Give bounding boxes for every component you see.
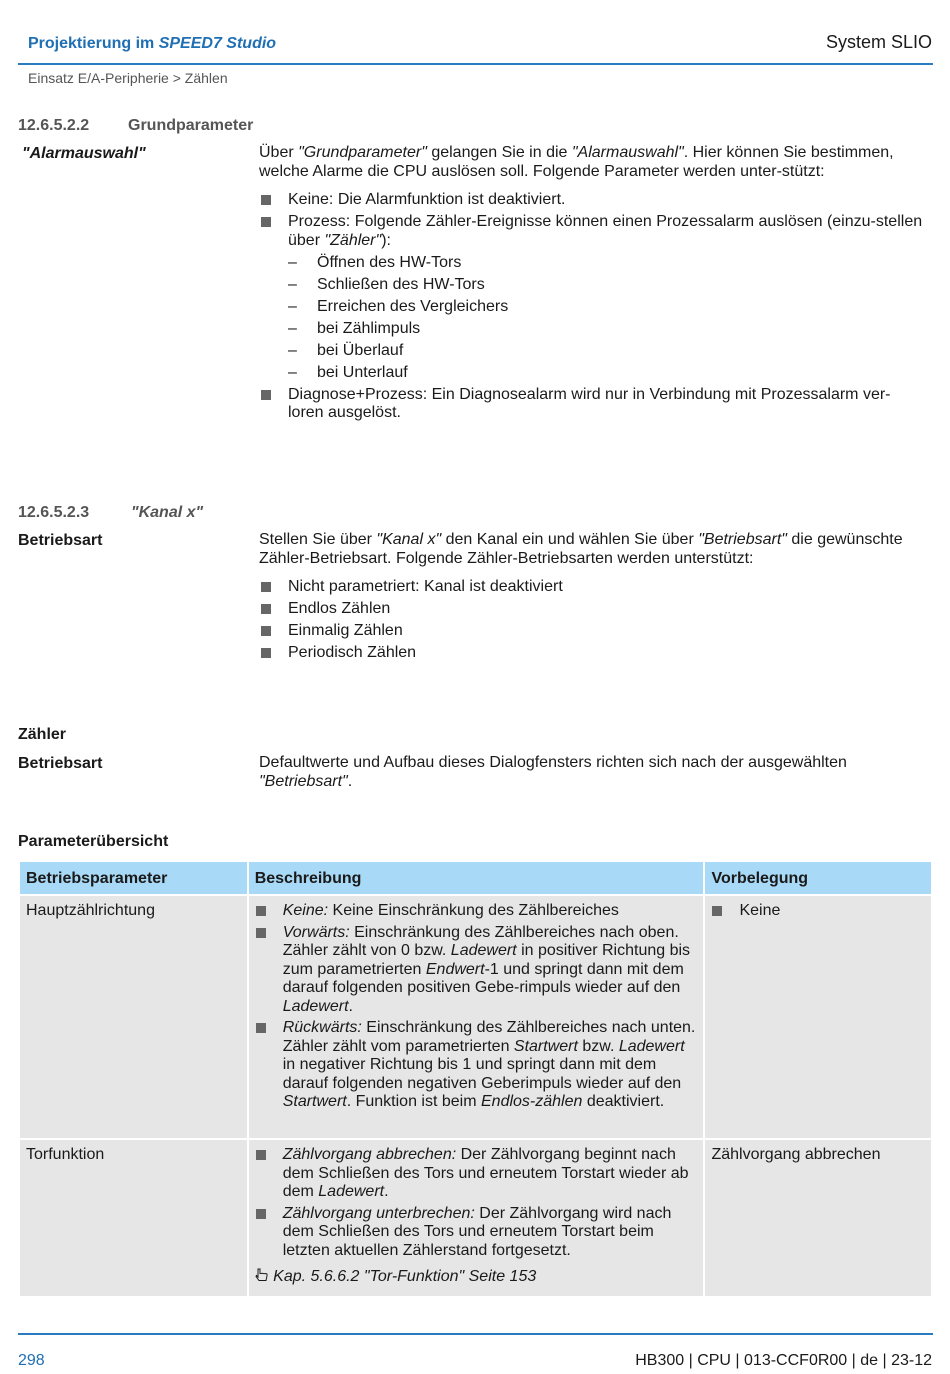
- column-header: Vorbelegung: [705, 862, 931, 894]
- header-chapter-title: Projektierung im SPEED7 Studio: [28, 35, 277, 52]
- list-item: Zählvorgang abbrechen: Der Zählvorgang beginnt nach dem Schließen des Tors und erneutem Torstart wieder ab dem Ladewert.: [255, 1146, 698, 1202]
- alarm-section-body: [259, 144, 924, 426]
- sub-list-item: – Öffnen des HW-Tors: [259, 254, 924, 273]
- section-number: 12.6.5.2.2: [18, 117, 90, 134]
- list-item: Nicht parametriert: Kanal ist deaktiviert: [259, 578, 924, 597]
- list-item: Einmalig Zählen: [259, 622, 924, 641]
- section-number: 12.6.5.2.3: [18, 504, 90, 521]
- side-label-betriebsart-2: Betriebsart: [18, 755, 103, 772]
- alarm-intro-paragraph: Über "Grundparameter" gelangen Sie in die "Alarmauswahl". Hier können Sie bestimmen, welche Alarme die CPU auslösen soll. Folgende Parameter werden unter-stützt:: [259, 144, 894, 180]
- section-title: "Kanal x": [131, 504, 204, 521]
- header-product-name: System SLIO: [825, 32, 932, 52]
- table-row: [20, 896, 931, 1138]
- column-header: Beschreibung: [249, 862, 704, 894]
- list-item: Keine: Die Alarmfunktion ist deaktiviert.: [259, 191, 924, 210]
- overview-title: Parameterübersicht: [18, 833, 169, 850]
- channel-intro-paragraph: Stellen Sie über "Kanal x" den Kanal ein und wählen Sie über "Betriebsart" die gewünschte Zähler-Betriebsart. Folgende Zähler-Betriebsarten werden unterstützt:: [259, 531, 903, 567]
- section-title: Grundparameter: [128, 117, 254, 134]
- side-label-alarmauswahl: "Alarmauswahl": [22, 145, 146, 162]
- footer-rule: [18, 1333, 933, 1335]
- side-label-zaehler: Zähler: [18, 726, 67, 743]
- list-item: Zählvorgang unterbrechen: Der Zählvorgang wird nach dem Schließen des Tors und erneutem Torstart beim letzten aktuellen Zählerstand fortgesetzt.: [255, 1205, 698, 1261]
- header-rule: [18, 63, 933, 65]
- sub-list-item: – bei Überlauf: [259, 342, 924, 361]
- default-cell: [705, 896, 931, 1138]
- list-item: Keine: [711, 902, 925, 921]
- param-name-cell: Torfunktion: [20, 1140, 247, 1296]
- page-number: 298: [18, 1352, 45, 1369]
- column-header: Betriebsparameter: [20, 862, 247, 894]
- sub-list-item: – Erreichen des Vergleichers: [259, 298, 924, 317]
- breadcrumb: Einsatz E/A-Peripherie > Zählen: [28, 70, 228, 86]
- param-name-cell: Hauptzählrichtung: [20, 896, 247, 1138]
- description-cell: [249, 1140, 704, 1296]
- document-id: HB300 | CPU | 013-CCF0R00 | de | 23-12: [635, 1352, 932, 1369]
- list-item: Prozess: Folgende Zähler-Ereignisse können einen Prozessalarm auslösen (einzu-stellen über "Zähler"):: [259, 213, 924, 250]
- channel-section-body: [259, 531, 924, 666]
- pointing-hand-icon: [255, 1268, 269, 1282]
- cross-reference-link[interactable]: Kap. 5.6.6.2 "Tor-Funktion" Seite 153: [255, 1268, 698, 1287]
- table-header-row: [20, 862, 931, 894]
- side-label-betriebsart: Betriebsart: [18, 532, 103, 549]
- sub-list-item: – bei Unterlauf: [259, 364, 924, 383]
- description-cell: [249, 896, 704, 1138]
- list-item: Rückwärts: Einschränkung des Zählbereiches nach unten. Zähler zählt vom parametrierten Startwert bzw. Ladewert in negativer Richtung bis 1 und springt dann mit dem darauf folgenden negativen Geberimpuls wieder auf den Startwert. Funktion ist beim Endlos-zählen deaktiviert.: [255, 1019, 698, 1112]
- list-item: Periodisch Zählen: [259, 644, 924, 663]
- list-item: Vorwärts: Einschränkung des Zählbereiches nach oben. Zähler zählt von 0 bzw. Ladewert in positiver Richtung bis zum parametrierten Endwert-1 und springt dann mit dem darauf folgenden positiven Gebe-rimpuls wieder auf den Ladewert.: [255, 924, 698, 1017]
- table-row: [20, 1140, 931, 1296]
- parameter-table: [18, 860, 933, 1298]
- sub-list-item: – bei Zählimpuls: [259, 320, 924, 339]
- sub-list-item: – Schließen des HW-Tors: [259, 276, 924, 295]
- list-item: Keine: Keine Einschränkung des Zählbereiches: [255, 902, 698, 921]
- list-item: Endlos Zählen: [259, 600, 924, 619]
- default-cell: Zählvorgang abbrechen: [705, 1140, 931, 1296]
- list-item: Diagnose+Prozess: Ein Diagnosealarm wird nur in Verbindung mit Prozessalarm ver-loren ausgelöst.: [259, 386, 924, 423]
- mode-description: Defaultwerte und Aufbau dieses Dialogfensters richten sich nach der ausgewählten "Betriebsart".: [259, 754, 847, 790]
